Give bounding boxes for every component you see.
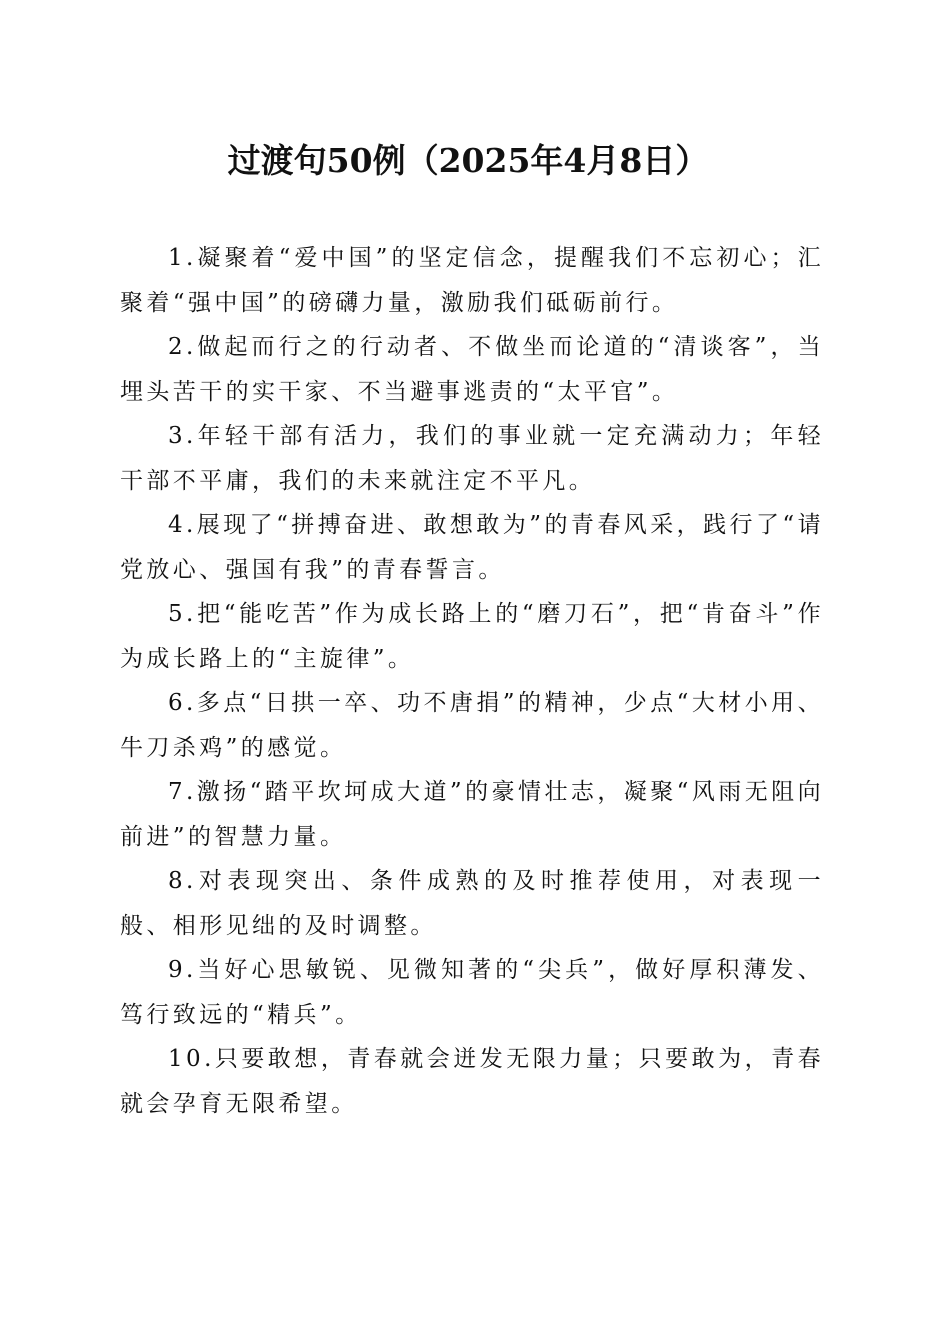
paragraph-10: 10.只要敢想，青春就会迸发无限力量；只要敢为，青春就会孕育无限希望。 bbox=[120, 1046, 824, 1117]
paragraph-5: 5.把“能吃苦”作为成长路上的“磨刀石”，把“肯奋斗”作为成长路上的“主旋律”。 bbox=[120, 601, 824, 672]
paragraph-8: 8.对表现突出、条件成熟的及时推荐使用，对表现一般、相形见绌的及时调整。 bbox=[120, 868, 824, 939]
paragraph-1: 1.凝聚着“爱中国”的坚定信念，提醒我们不忘初心；汇聚着“强中国”的磅礴力量，激励我们砥砺前行。 bbox=[120, 245, 824, 316]
paragraph-9: 9.当好心思敏锐、见微知著的“尖兵”，做好厚积薄发、笃行致远的“精兵”。 bbox=[120, 957, 824, 1028]
paragraph-7: 7.激扬“踏平坎坷成大道”的豪情壮志，凝聚“风雨无阻向前进”的智慧力量。 bbox=[120, 779, 824, 850]
page-title: 过渡句50例（2025年4月8日） bbox=[227, 141, 709, 180]
paragraph-2: 2.做起而行之的行动者、不做坐而论道的“清谈客”，当埋头苦干的实干家、不当避事逃责的“太平官”。 bbox=[120, 334, 824, 405]
paragraph-4: 4.展现了“拼搏奋进、敢想敢为”的青春风采，践行了“请党放心、强国有我”的青春誓言。 bbox=[120, 512, 824, 583]
paragraph-6: 6.多点“日拱一卒、功不唐捐”的精神，少点“大材小用、牛刀杀鸡”的感觉。 bbox=[120, 690, 824, 761]
paragraph-3: 3.年轻干部有活力，我们的事业就一定充满动力；年轻干部不平庸，我们的未来就注定不平凡。 bbox=[120, 423, 824, 494]
document-body bbox=[120, 236, 824, 1126]
